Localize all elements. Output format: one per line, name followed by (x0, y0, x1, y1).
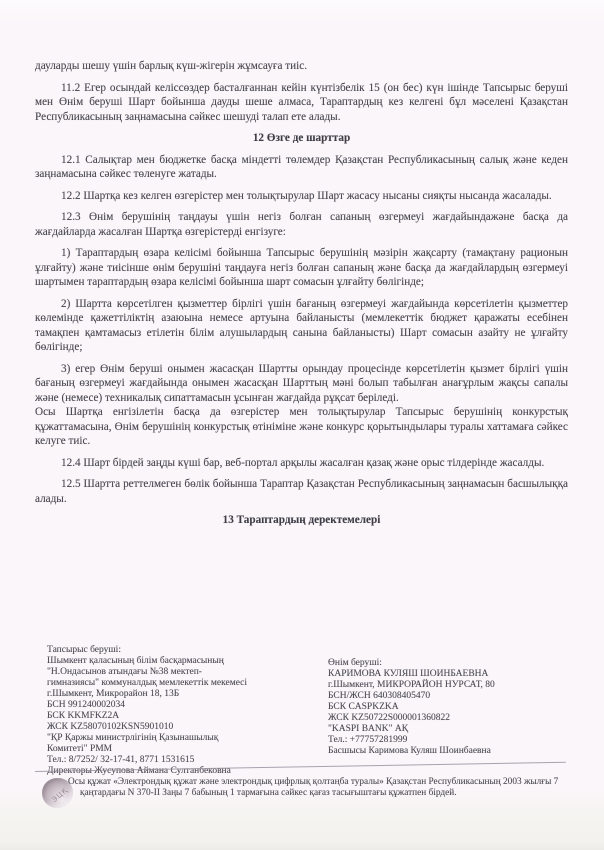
supplier-label: Өнім беруші: (328, 658, 382, 668)
customer-detail-line: ЖСК KZ58070102KSN5901010 (47, 722, 174, 732)
customer-detail-line: "Н.Ондасынов атындағы №38 мектеп- (47, 667, 202, 677)
customer-detail-line: Шымкент қаласының білім басқармасының (47, 656, 224, 666)
contract-paragraph: 13 Тараптардың деректемелері (222, 514, 381, 526)
customer-details-column (47, 645, 319, 777)
contract-paragraph: дауларды шешу үшін барлық күш-жігерін жұмсауға тиіс. (35, 60, 308, 72)
contract-paragraph: 12.2 Шартқа кез келген өзгерістер мен толықтырулар Шарт жасасу нысаны сияқты нысанда жасалады. (61, 189, 552, 202)
customer-detail-line: Тел.: 8/7252/ 32-17-41, 8771 1531615 (47, 755, 195, 765)
customer-detail-line: БСК KKMFKZ2A (47, 711, 120, 721)
contract-paragraph: 3) егер Өнім беруші онымен жасасқан Шартты орындау процесінде көрсетілетін қызмет бірлігі үшін бағаның өзгермеуі жағдайында онымен жасасқан Шарттың мәні болып табылған анағұрлым жақсы сапалы және (немесе) техникалық сипаттамасын ұсынған жағдайда рұқсат беріледі. (35, 362, 568, 404)
customer-detail-line: Комитеті" РММ (47, 744, 113, 754)
contract-paragraph: 12 Өзге де шарттар (252, 132, 351, 144)
esignature-footnote: Осы құжат «Электрондық құжат және электрондық цифрлық қолтаңба туралы» Қазақстан Республикасының 2003 жылғы 7 қаңтардағы N 370-II Заңы 7 бабының 1 тармағына сәйкес қағаз тасығыштағы құжатпен бірдей. (68, 777, 559, 798)
customer-detail-line: г.Шымкент, Микрорайон 18, 13Б (47, 689, 180, 699)
customer-label: Тапсырыс беруші: (47, 645, 121, 655)
contract-paragraph: Осы Шартқа енгізілетін басқа да өзгерістер мен толықтырулар Тапсырыс берушінің конкурстық құжаттамасына, Өнім берушінің конкурстық өтініміне және конкурс қорытындылары туралы хаттамаға сәйкес келуге тиіс. (35, 406, 568, 447)
supplier-detail-line: Тел.: +77757281999 (328, 735, 408, 745)
supplier-detail-line: г.Шымкент, МИКРОРАЙОН НУРСАТ, 80 (328, 680, 495, 690)
supplier-details-column (328, 658, 583, 757)
seal-glyph: ЭЦҚ (50, 786, 70, 804)
contract-paragraph: 2) Шартта көрсетілген қызметтер бірлігі үшін бағаның өзгермеуі жағдайында көрсетілетін қызметтер көлемінде қажеттіліктің азаюына немесе артуына байланысты (мемлекеттік бюджет қаражаты есебінен тамақпен қамтамасыз етілетін білім алушылардың санына байланысты) Шарт сомасын азайту не ұлғайту бөлігінде; (35, 297, 568, 353)
contract-paragraph: 12.1 Салықтар мен бюджетке басқа міндетті төлемдер Қазақстан Республикасының салық және кеден заңнамасына сәйкес төленуге жатады. (35, 153, 568, 180)
supplier-detail-line: Басшысы Каримова Куляш Шоинбаевна (328, 746, 491, 756)
customer-detail-line: гимназиясы" коммуналдық мемлекеттік мекемесі (47, 678, 248, 688)
supplier-detail-line: "KASPI BANK" АҚ (328, 724, 409, 734)
supplier-detail-line: ЖСК KZ50722S000001360822 (328, 713, 451, 723)
customer-signature-name: Директоры Жусупова Аймана Султанбековна (47, 766, 231, 776)
supplier-detail-line: КАРИМОВА КУЛЯШ ШОИНБАЕВНА (328, 669, 489, 679)
contract-paragraph: 12.4 Шарт бірдей заңды күші бар, веб-портал арқылы жасалған қазақ және орыс тілдерінде жасалды. (61, 456, 545, 469)
supplier-detail-line: БСК CASPKZKA (328, 702, 399, 712)
contract-paragraph: 11.2 Егер осындай келіссөздер басталғаннан кейін күнтізбелік 15 (он бес) күн ішінде Тапсырыс беруші мен Өнім беруші Шарт бойынша дауды шеше алмаса, Тараптардың кез келгені бұл мәселені Қазақстан Республикасының заңнамасына сәйкес шешуді талап ете алады. (35, 81, 568, 123)
contract-paragraph: 12.3 Өнім берушінің таңдауы үшін негіз болған сапаның өзгермеуі жағдайындажәне басқа да жағдайларда жасалған Шартқа өзгерістерді енгізуге: (35, 211, 568, 238)
customer-detail-line: БСН 991240002034 (47, 700, 125, 710)
supplier-detail-line: БСН/ЖСН 640308405470 (328, 691, 431, 701)
contract-body (35, 59, 568, 535)
contract-paragraph: 1) Тараптардың өзара келісімі бойынша Тапсырыс берушінің мәзірін жақсарту (тамақтану рационын ұлғайту) және тиісінше өнім берушіні таңдауға негіз болған сапаның және басқа да жағдайлардың өзгермеуі шартымен тараптардың өзара келісімі бойынша шарт сомасын ұлғайту бөлігінде; (35, 247, 568, 288)
contract-paragraph: 12.5 Шартта реттелмеген бөлік бойынша Тараптар Қазақстан Республикасының заңнамасын басшылыққа алады. (35, 478, 568, 505)
parties-details-section (47, 645, 587, 775)
customer-detail-line: "ҚР Қаржы министрлігінің Қазынашылық (47, 733, 219, 743)
